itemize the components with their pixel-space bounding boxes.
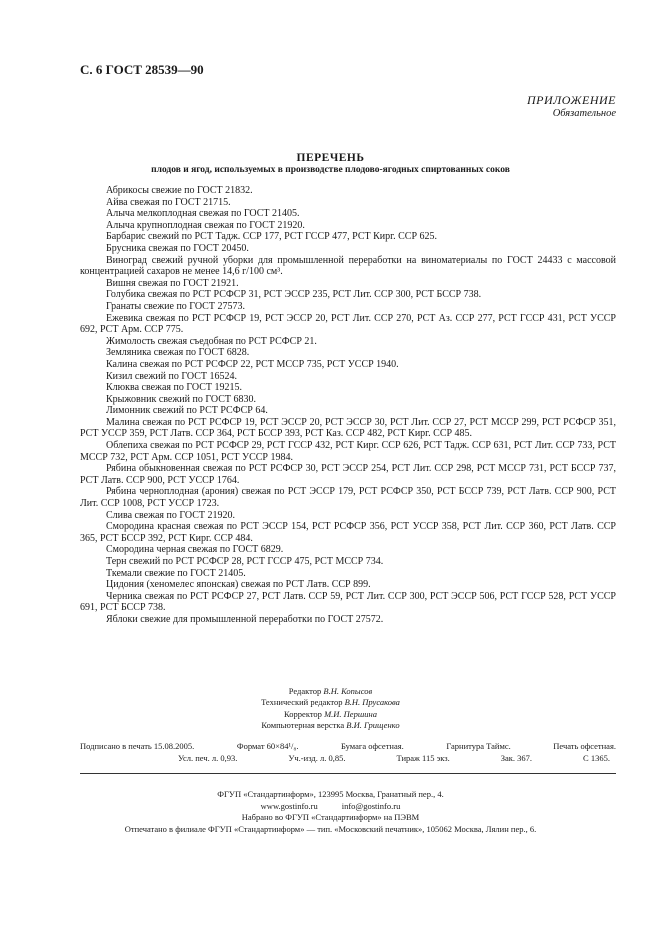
list-item: Терн свежий по РСТ РСФСР 28, РСТ ГССР 475, РСТ МССР 734. [106, 556, 384, 567]
credit-editor [0, 686, 661, 697]
list-item: Крыжовник свежий по ГОСТ 6830. [106, 393, 256, 405]
footer [0, 789, 661, 835]
email-link[interactable]: info@gostinfo.ru [341, 800, 401, 811]
list-item: Абрикосы свежие по ГОСТ 21832. [106, 185, 253, 196]
credit-name: В.И. Грищенко [346, 720, 400, 731]
credit-role: Компьютерная верстка [261, 720, 345, 731]
order-number: Зак. 367. [500, 753, 533, 763]
list-item: Земляника свежая по ГОСТ 6828. [106, 347, 250, 359]
website-link[interactable]: www.gostinfo.ru [260, 800, 318, 811]
list-item: Айва свежая по ГОСТ 21715. [106, 196, 231, 208]
list-item: Жимолость свежая съедобная по РСТ РСФСР 21. [106, 335, 317, 347]
list-subtitle: плодов и ягод, используемых в производстве плодово-ягодных спиртованных соков [151, 165, 510, 175]
credit-role: Корректор [284, 708, 322, 719]
list-item: Смородина красная свежая по РСТ ЭССР 154, РСТ РСФСР 356, РСТ УССР 358, РСТ Лит. ССР 360, РСТ Латв. ССР 365, РСТ БССР 392, РСТ Кирг. ССР 484. [80, 521, 616, 544]
list-item: Алыча мелкоплодная свежая по ГОСТ 21405. [106, 208, 300, 220]
code: С 1365. [583, 753, 610, 763]
circulation: Тираж 115 экз. [396, 753, 450, 763]
publication-row [80, 740, 616, 752]
credit-name: В.Н. Прусакова [344, 697, 400, 708]
appendix-title: ПРИЛОЖЕНИЕ [527, 93, 616, 107]
divider [80, 773, 616, 774]
list-item: Цидония (хеномелес японская) свежая по РСТ Латв. ССР 899. [106, 579, 371, 591]
list-item: Ткемали свежие по ГОСТ 21405. [106, 567, 246, 579]
credit-proofreader [0, 709, 661, 720]
list-item: Калина свежая по РСТ РСФСР 22, РСТ МССР 735, РСТ УССР 1940. [106, 358, 399, 370]
credit-name: М.И. Першина [324, 708, 377, 719]
fruit-list [80, 185, 616, 626]
credit-name: В.Н. Копысов [323, 686, 373, 696]
list-item: Лимонник свежий по РСТ РСФСР 64. [106, 405, 268, 417]
credits [0, 686, 661, 732]
list-item: Слива свежая по ГОСТ 21920. [106, 509, 236, 521]
page-header: С. 6 ГОСТ 28539—90 [80, 62, 204, 77]
paper: Бумага офсетная. [341, 741, 404, 751]
appendix-subtitle: Обязательное [552, 108, 616, 119]
credit-tech-editor [0, 697, 661, 708]
credit-role: Технический редактор [261, 697, 343, 708]
publication-row [80, 752, 616, 764]
list-item: Рябина черноплодная (арония) свежая по РСТ ЭССР 179, РСТ РСФСР 350, РСТ БССР 739, РСТ Латв. ССР 900, РСТ Лит. ССР 1008, РСТ УССР 1723. [80, 486, 616, 510]
typeface: Гарнитура Таймс. [446, 741, 511, 751]
list-item: Гранаты свежие по ГОСТ 27573. [106, 300, 245, 312]
format: Формат 60×84¹/₈. [236, 741, 299, 751]
publication-info [80, 740, 616, 764]
list-item: Вишня свежая по ГОСТ 21921. [106, 277, 239, 289]
list-item: Кизил свежий по ГОСТ 16524. [106, 370, 237, 382]
list-item: Виноград свежий ручной уборки для промышленной переработки на виноматериалы по ГОСТ 24433 с массовой концентрацией сахаров не менее 14,6 г/100 см³. [80, 254, 616, 278]
list-item: Алыча крупноплодная свежая по ГОСТ 21920. [106, 219, 305, 231]
list-item: Ежевика свежая по РСТ РСФСР 19, РСТ ЭССР 20, РСТ Лит. ССР 270, РСТ Аз. ССР 277, РСТ ГССР 431, РСТ УССР 692, РСТ Арм. ССР 775. [80, 312, 616, 336]
list-item: Рябина обыкновенная свежая по РСТ РСФСР 30, РСТ ЭССР 254, РСТ Лит. ССР 298, РСТ МССР 731, РСТ БССР 737, РСТ Латв. ССР 900, РСТ УССР 1764. [80, 463, 616, 486]
list-item: Смородина черная свежая по ГОСТ 6829. [106, 544, 284, 556]
list-item: Клюква свежая по ГОСТ 19215. [106, 382, 243, 394]
printed-note: Отпечатано в филиале ФГУП «Стандартинформ» — тип. «Московский печатник», 105062 Москва, Лялин пер., 6. [124, 823, 537, 834]
list-item: Барбарис свежий по РСТ Тадж. ССР 177, РСТ ГССР 477, РСТ Кирг. ССР 625. [106, 231, 438, 243]
typeset-note: Набрано во ФГУП «Стандартинформ» на ПЭВМ [241, 812, 420, 823]
list-item: Голубика свежая по РСТ РСФСР 31, РСТ ЭССР 235, РСТ Лит. ССР 300, РСТ БССР 738. [106, 289, 482, 301]
print-sheets: Усл. печ. л. 0,93. [178, 753, 238, 763]
credit-layout [0, 720, 661, 731]
list-item: Малина свежая по РСТ РСФСР 19, РСТ ЭССР 20, РСТ ЭССР 30, РСТ Лит. ССР 27, РСТ МССР 299, РСТ РСФСР 351, РСТ УССР 359, РСТ Латв. ССР 364, РСТ БССР 393, РСТ Каз. ССР 482, РСТ Кирг. ССР 485. [80, 416, 616, 440]
list-title: ПЕРЕЧЕНЬ [296, 152, 365, 164]
printing: Печать офсетная. [553, 741, 616, 751]
credit-role: Редактор [288, 686, 322, 696]
signed-date: Подписано в печать 15.08.2005. [80, 741, 195, 751]
list-item: Брусника свежая по ГОСТ 20450. [106, 242, 249, 254]
publisher-contacts [0, 801, 661, 813]
publisher-address: ФГУП «Стандартинформ», 123995 Москва, Гранатный пер., 4. [217, 789, 444, 799]
appendix-label [527, 93, 616, 121]
list-item: Облепиха свежая по РСТ РСФСР 29, РСТ ГССР 432, РСТ Кирг. ССР 626, РСТ Тадж. ССР 631, РСТ Лит. ССР 733, РСТ МССР 732, РСТ Арм. ССР 1051, РСТ УССР 1984. [80, 440, 616, 463]
list-item: Яблоки свежие для промышленной переработки по ГОСТ 27572. [106, 613, 384, 625]
publ-sheets: Уч.-изд. л. 0,85. [288, 753, 346, 763]
list-item: Черника свежая по РСТ РСФСР 27, РСТ Латв. ССР 59, РСТ Лит. ССР 300, РСТ ЭССР 506, РСТ ГССР 528, РСТ УССР 691, РСТ БССР 738. [80, 590, 616, 614]
